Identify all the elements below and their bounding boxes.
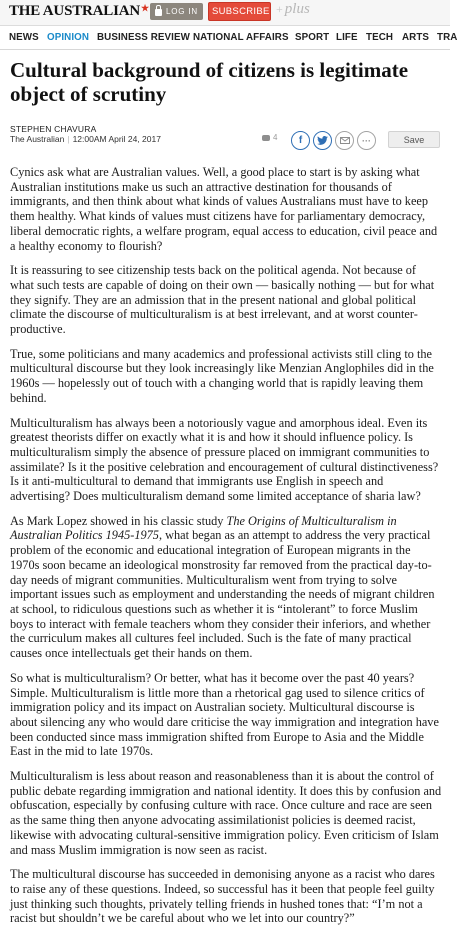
paragraph-text: As Mark Lopez showed in his classic study [10, 513, 227, 528]
lock-icon [155, 9, 162, 16]
paragraph-text: , what began as an attempt to address the very practical problem of the economic and educational integration of European migrants in the 1970s soon became an ideological monstrosity far removed from the practical day-to-day needs of migrant communities. Multiculturalism went from trying to solve important issues such as employment and understanding the needs of migrant children at school, to ridiculous questions such as whether it is “intolerant” to force Muslim boys to interact with female teachers whom they consider their inferiors, and whether the curriculum makes all cultures feel included. Such is the fate of many practical causes once intellectuals get their hands on them. [10, 528, 435, 661]
article-paragraph: Multiculturalism has always been a notoriously vague and amorphous ideal. Even its greatest theorists differ on exactly what it is and how it should influence policy. Is multiculturalism simply the absence of pressure placed on immigrant communities to assimilate? Is it the positive celebration and encouragement of cultural distinctiveness? Is it anti-multicultural to demand that immigrants use English in speech and advertising? Does multiculturalism demand some limited acceptance of sharia law? [10, 415, 439, 504]
timestamp: 12:00AM April 24, 2017 [72, 134, 161, 144]
subscribe-label: SUBSCRIBE [212, 6, 270, 17]
article-body [10, 165, 442, 936]
section-nav [0, 27, 457, 50]
divider: | [67, 134, 70, 144]
nav-item-arts[interactable]: ARTS [402, 32, 430, 43]
nav-item-national-affairs[interactable]: NATIONAL AFFAIRS [193, 32, 289, 43]
login-label: LOG IN [166, 7, 198, 16]
nav-item-sport[interactable]: SPORT [295, 32, 330, 43]
article-paragraph: Cynics ask what are Australian values. Well, a good place to start is by asking what Australian institutions make us such an attractive destination for thousands of immigrants, and then think about what kinds of values Australians must have to keep them healthy. What kinds of values must citizens have for parliamentary democracy, liberal democratic rights, a welfare program, equal access to education, civil peace and a healthy economy to flourish? [10, 165, 438, 253]
article-paragraph: True, some politicians and many academics and professional activists still cling to the multicultural discourse but they look increasingly like Menzian Anglophiles did in the 1960s — hopelessly out of touch with a changing world that is rapidly leaving them behind. [10, 346, 434, 405]
email-icon[interactable] [335, 131, 354, 150]
article-paragraph: So what is multiculturalism? Or better, what has it become over the past 40 years? Simple. Multiculturalism is little more than a rhetorical gag used to silence critics of immigration policy and its impact on Australian society. Multicultural discourse is about silencing any who would dare criticise the way immigration and integration have been conducted since mass immigration shifted from Europe to Asia and the Middle East in the mid to late 1970s. [10, 670, 439, 759]
plus-link[interactable] [276, 1, 310, 18]
more-icon[interactable]: ··· [357, 131, 376, 150]
comments-link[interactable] [262, 133, 277, 142]
nav-item-travel[interactable]: TRA [437, 32, 457, 43]
save-button[interactable]: Save [388, 131, 440, 148]
envelope-glyph [340, 137, 350, 144]
page-title: Cultural background of citizens is legitimate object of scrutiny [10, 58, 409, 106]
book-title: The Origins of Multiculturalism in Australian Politics 1945-1975 [10, 513, 397, 543]
article-paragraph: The multicultural discourse has succeeded in demonising anyone as a racist who dares to raise any of these questions. Indeed, so successful has it been that people feel guilty just thinking such thoughts, privately telling friends in hushed tones that: “I’m not a racist but shouldn’t we be careful about who we let into our country?” [10, 867, 435, 926]
nav-item-tech[interactable]: TECH [366, 32, 394, 43]
login-button[interactable] [150, 3, 203, 20]
nav-item-opinion[interactable]: OPINION [47, 32, 90, 43]
author-name[interactable]: STEPHEN CHAVURA [10, 124, 97, 134]
article-paragraph: Multiculturalism is less about reason and reasonableness than it is about the control of public debate regarding immigration and national identity. It does this by confusion and obfuscation, especially by confusing culture with race. Once culture and race are seen as the same thing then anyone advocating assimilationist policies is deemed racist, likewise with advocating cultural-sensitive immigration policy. Even criticism of Islam and mass Muslim immigration is now seen as racist. [10, 769, 442, 857]
twitter-bird-glyph [317, 136, 328, 145]
nav-item-life[interactable]: LIFE [336, 32, 358, 43]
nav-item-news[interactable]: NEWS [9, 32, 39, 43]
nav-item-business-review[interactable]: BUSINESS REVIEW [97, 32, 190, 43]
subscribe-button[interactable] [208, 2, 271, 21]
masthead-logo[interactable] [9, 3, 149, 20]
publication-name: The Australian [10, 134, 65, 144]
star-icon: ★ [140, 3, 149, 13]
comment-count: 4 [273, 133, 278, 142]
article-paragraph [10, 514, 442, 661]
masthead-text[interactable]: THE AUSTRALIAN [9, 3, 140, 19]
article-paragraph: It is reassuring to see citizenship tests back on the political agenda. Not because of what such tests are capable of doing on their own — basically nothing — but for what they signify. They are an admission that in the present national and global political climate the discourse of multiculturalism is at best irrelevant, and at worst counter-productive. [10, 263, 435, 337]
plus-label: plus [284, 1, 310, 17]
facebook-icon[interactable]: f [291, 131, 310, 150]
twitter-icon[interactable] [313, 131, 332, 150]
plus-sign-icon: + [276, 2, 283, 16]
top-bar [0, 0, 450, 26]
comment-bubble-icon [262, 135, 270, 141]
publication-line [10, 134, 161, 144]
